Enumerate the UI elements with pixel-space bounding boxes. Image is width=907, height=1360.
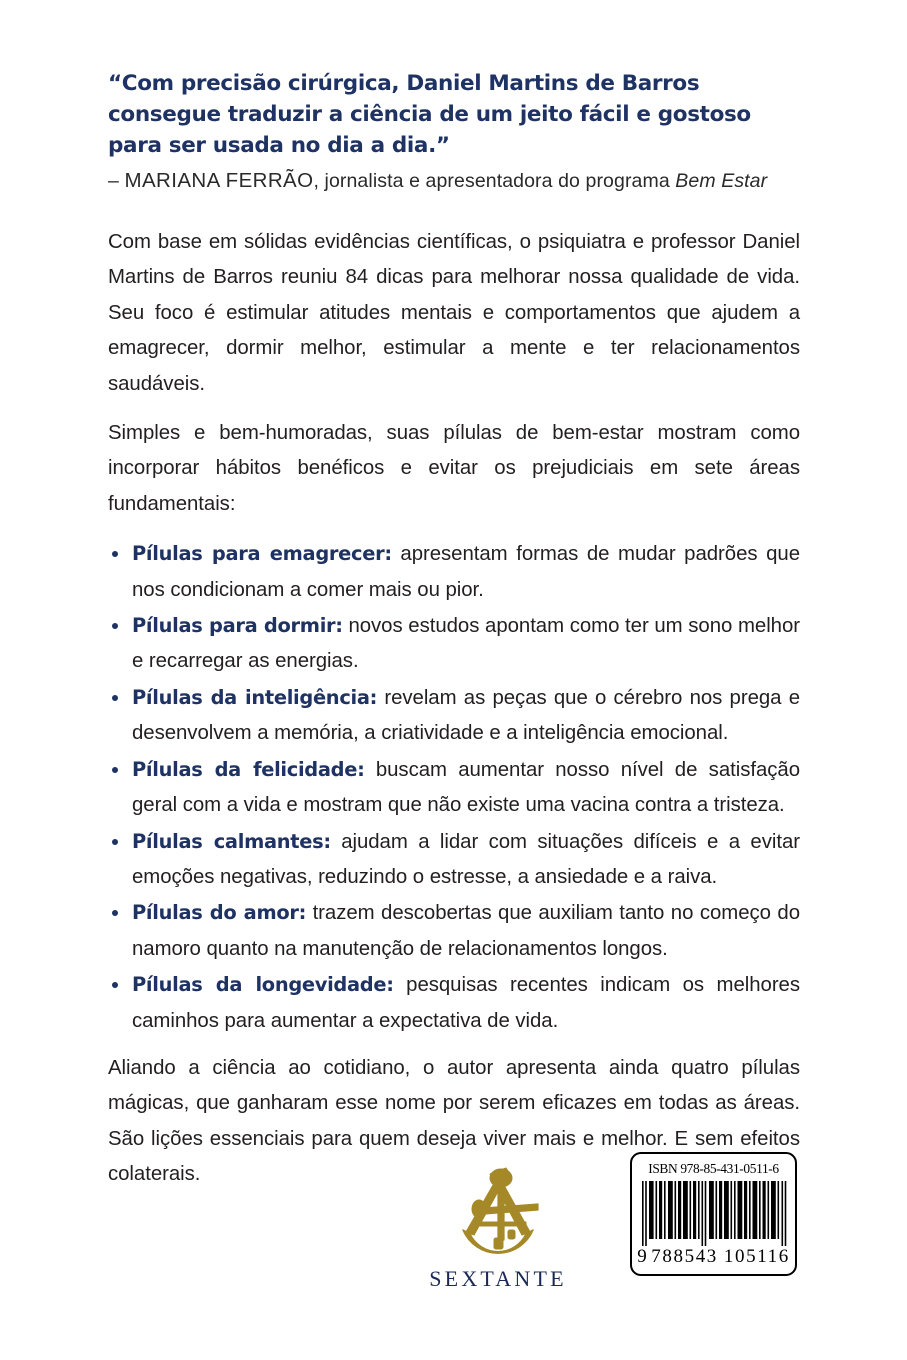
attribution-dash: – xyxy=(108,170,119,192)
isbn-barcode xyxy=(630,1152,797,1276)
list-item-lead: Pílulas para emagrecer: xyxy=(132,542,392,566)
list-item xyxy=(108,608,800,680)
list-item-text: revelam as peças que o cérebro nos prega e desenvolvem a memória, a criatividade e a inteligência emocional. xyxy=(132,686,800,745)
list-item-text: pesquisas recentes indicam os melhores caminhos para aumentar a expectativa de vida. xyxy=(132,974,800,1032)
publisher-logo xyxy=(418,1160,578,1292)
list-item-lead: Pílulas do amor: xyxy=(132,901,307,925)
attribution-role: , jornalista e apresentadora do programa xyxy=(313,170,676,192)
isbn-label: ISBN 978-85-431-0511-6 xyxy=(648,1161,779,1176)
barcode-bars-icon xyxy=(642,1181,789,1246)
list-item xyxy=(108,967,800,1039)
sextant-icon xyxy=(446,1160,550,1264)
list-item-text: buscam aumentar nosso nível de satisfação geral com a vida e mostram que não existe uma vacina contra a tristeza. xyxy=(132,758,800,817)
cover-content xyxy=(108,68,800,1193)
bullet-icon xyxy=(112,695,118,701)
list-item-text: novos estudos apontam como ter um sono melhor e recarregar as energias. xyxy=(132,615,800,673)
paragraph-closing: Aliando a ciência ao cotidiano, o autor apresenta ainda quatro pílulas mágicas, que ganharam esse nome por serem eficazes em todas as áreas. São lições essenciais para quem deseja viver mais e melhor. E sem efeitos colaterais. xyxy=(108,1056,800,1186)
quote-attribution xyxy=(108,167,800,195)
list-item-lead: Pílulas da inteligência: xyxy=(132,685,378,709)
cover-footer xyxy=(0,1140,907,1320)
bullet-icon xyxy=(112,623,118,629)
list-item-lead: Pílulas para dormir: xyxy=(132,614,343,638)
list-item xyxy=(108,824,800,896)
bullet-icon xyxy=(112,982,118,988)
attribution-program: Bem Estar xyxy=(675,170,768,192)
bullet-icon xyxy=(112,551,118,557)
list-item xyxy=(108,536,800,608)
barcode-digit-group-2: 105116 xyxy=(723,1246,790,1267)
barcode-digit-group-1: 788543 xyxy=(651,1246,718,1267)
pull-quote: “Com precisão cirúrgica, Daniel Martins de Barros consegue traduzir a ciência de um jeito fácil e gostoso para ser usada no dia a dia.” xyxy=(108,71,751,158)
list-item xyxy=(108,895,800,967)
bullet-icon xyxy=(112,910,118,916)
pills-list xyxy=(108,536,800,1039)
list-item-text: apresentam formas de mudar padrões que nos condicionam a comer mais ou pior. xyxy=(132,543,800,601)
list-item-text: trazem descobertas que auxiliam tanto no começo do namoro quanto na manutenção de relacionamentos longos. xyxy=(132,902,800,960)
barcode-digit-lead: 9 xyxy=(637,1246,649,1267)
list-item-lead: Pílulas da longevidade: xyxy=(132,973,394,997)
paragraph-intro: Com base em sólidas evidências científicas, o psiquiatra e professor Daniel Martins de Barros reuniu 84 dicas para melhorar nossa qualidade de vida. Seu foco é estimular atitudes mentais e comportamentos que ajudem a emagrecer, dormir melhor, estimular a mente e ter relacionamentos saudáveis. xyxy=(108,231,800,395)
barcode-digits xyxy=(632,1246,795,1268)
list-item-lead: Pílulas calmantes: xyxy=(132,829,331,853)
list-item xyxy=(108,752,800,824)
list-item-lead: Pílulas da felicidade: xyxy=(132,757,365,781)
bullet-icon xyxy=(112,839,118,845)
attribution-name: MARIANA FERRÃO xyxy=(124,169,314,192)
bullet-icon xyxy=(112,767,118,773)
list-item xyxy=(108,680,800,752)
paragraph-lead-in: Simples e bem-humoradas, suas pílulas de bem-estar mostram como incorporar hábitos benéficos e evitar os prejudiciais em sete áreas fundamentais: xyxy=(108,422,800,515)
list-item-text: ajudam a lidar com situações difíceis e a evitar emoções negativas, reduzindo o estresse, a ansiedade e a raiva. xyxy=(132,830,800,888)
publisher-name: SEXTANTE xyxy=(429,1266,567,1291)
